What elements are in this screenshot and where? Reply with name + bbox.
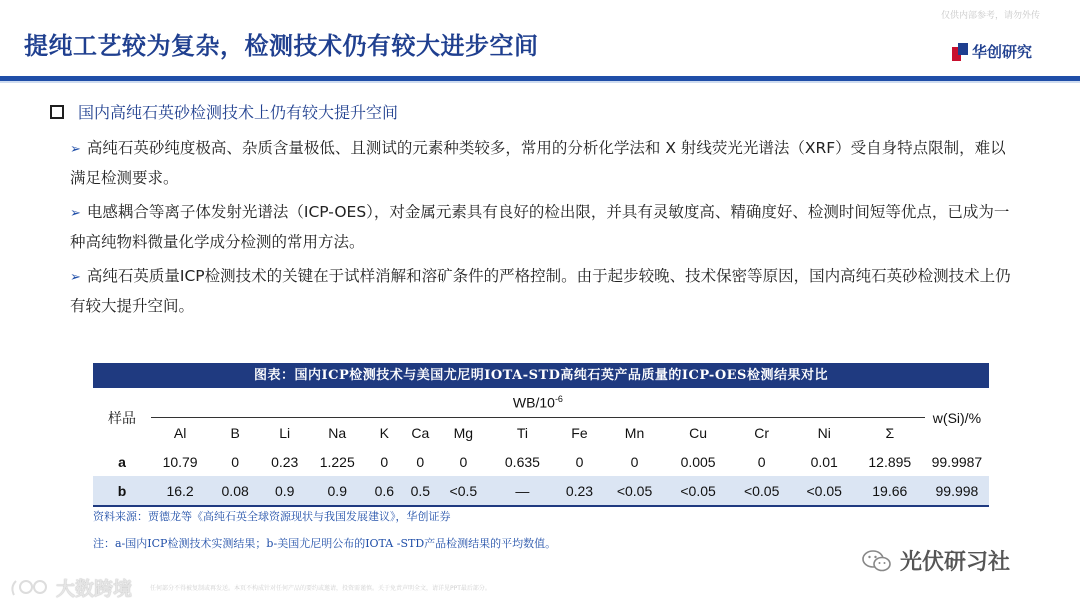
table-cell: 0.23 (556, 476, 602, 506)
table-cell: 0 (757, 453, 766, 470)
arrow-bullet-icon: ➢ (70, 206, 81, 221)
element-header: Li (279, 424, 291, 441)
table-cell: 0.9 (308, 476, 366, 506)
element-header: Ni (817, 424, 831, 441)
element-header: K (379, 424, 389, 441)
table-cell: <0.05 (667, 476, 730, 506)
section-heading-text: 国内高纯石英砂检测技术上仍有较大提升空间 (78, 103, 399, 122)
table-cell: 0.23 (271, 453, 299, 470)
table-cell: 12.895 (868, 453, 912, 470)
page-title: 提纯工艺较为复杂，检测技术仍有较大进步空间 (24, 32, 539, 60)
table-cell: 0 (459, 453, 468, 470)
wechat-icon (862, 549, 892, 573)
wsi-cell: 99.998 (925, 476, 989, 506)
table-cell: 19.66 (855, 476, 925, 506)
comparison-table (93, 388, 989, 507)
table-cell: 0.6 (366, 476, 402, 506)
wsi-header: w(Si)/% (932, 409, 982, 426)
sample-header: 样品 (108, 410, 137, 427)
table-row (93, 476, 989, 506)
wechat-watermark (862, 545, 1010, 576)
element-header: Na (328, 424, 347, 441)
wb-header (151, 388, 925, 418)
wechat-watermark-text: 光伏研习社 (900, 550, 1011, 575)
table-cell: 0 (416, 453, 425, 470)
wsi-cell: 99.9987 (931, 453, 983, 470)
table-cell: 16.2 (151, 476, 209, 506)
footer-disclaimer: 任何部分不得被复制或再发送。本页不构成针对任何产品的要约或邀请，投资需谨慎。关于免责声明全文，请详见PPT最后部分。 (150, 585, 491, 592)
brand-logo (952, 41, 1032, 62)
table-cell: 0.01 (810, 453, 838, 470)
table-cell: <0.05 (794, 476, 855, 506)
table-cell: <0.05 (603, 476, 667, 506)
bullet-text: 高纯石英砂纯度极高、杂质含量极低、且测试的元素种类较多，常用的分析化学法和 X 射线荧光光谱法（XRF）受自身特点限制，难以满足检测要求。 (70, 139, 1006, 187)
page-header (0, 0, 1080, 78)
bullet-text: 高纯石英质量ICP检测技术的关键在于试样消解和溶矿条件的严格控制。由于起步较晚、技术保密等原因，国内高纯石英砂检测技术上仍有较大提升空间。 (70, 267, 1011, 315)
arrow-bullet-icon: ➢ (70, 270, 81, 285)
table-note: 注：a-国内ICP检测技术实测结果；b-美国尤尼明公布的IOTA -STD产品检测结果的平均数值。 (93, 537, 557, 550)
element-header: Cr (754, 424, 770, 441)
bullet-item (70, 134, 1020, 192)
table-cell: 0 (231, 453, 240, 470)
watermark-logo-icon (8, 575, 52, 601)
element-header: Mg (453, 424, 474, 441)
top-note: 仅供内部参考，请勿外传 (940, 11, 1040, 21)
table-cell: 0.635 (504, 453, 540, 470)
logo-text: 华创研究 (972, 43, 1033, 61)
corner-watermark-text: 大数跨境 (56, 578, 133, 600)
corner-watermark (8, 574, 132, 601)
element-header: Al (173, 424, 187, 441)
table-row (93, 447, 989, 476)
logo-mark-icon (952, 43, 968, 61)
element-header: Ca (411, 424, 430, 441)
bullet-item (70, 198, 1020, 256)
element-header: Ti (516, 424, 528, 441)
element-header: B (230, 424, 240, 441)
table-title: 图表：国内ICP检测技术与美国尤尼明IOTA-STD高纯石英产品质量的ICP-OES检测结果对比 (93, 363, 989, 388)
table-cell: 0.005 (680, 453, 716, 470)
arrow-bullet-icon: ➢ (70, 142, 81, 157)
table-cell: 0.08 (209, 476, 261, 506)
row-label: a (118, 453, 126, 470)
table-cell: 0 (380, 453, 389, 470)
wb-header-exponent: -6 (554, 394, 563, 405)
element-header-row (93, 418, 989, 448)
bullet-list (70, 134, 1020, 326)
wb-header-text: WB/10 (512, 394, 555, 411)
element-header: Fe (571, 424, 588, 441)
square-bullet-icon (50, 105, 64, 119)
row-label: b (93, 476, 151, 506)
table-cell: 10.79 (162, 453, 198, 470)
bullet-text: 电感耦合等离子体发射光谱法（ICP-OES），对金属元素具有良好的检出限，并具有灵敏度高、精确度好、检测时间短等优点，已成为一种高纯物料微量化学成分检测的常用方法。 (70, 203, 1010, 251)
element-header: Σ (885, 424, 895, 441)
header-rule-light (0, 81, 1080, 83)
table-cell: 0.5 (402, 476, 438, 506)
table-cell: 0 (630, 453, 639, 470)
table-source: 资料来源：贾德龙等《高纯石英全球资源现状与我国发展建议》，华创证券 (93, 510, 451, 523)
table-cell: 0 (575, 453, 584, 470)
element-header: Mn (624, 424, 645, 441)
element-header: Cu (689, 424, 708, 441)
table-cell: <0.5 (438, 476, 488, 506)
bullet-item (70, 262, 1020, 320)
table-cell: <0.05 (730, 476, 794, 506)
section-heading (50, 100, 398, 123)
table-cell: 0.9 (261, 476, 308, 506)
table-cell: — (488, 476, 556, 506)
table-cell: 1.225 (319, 453, 355, 470)
